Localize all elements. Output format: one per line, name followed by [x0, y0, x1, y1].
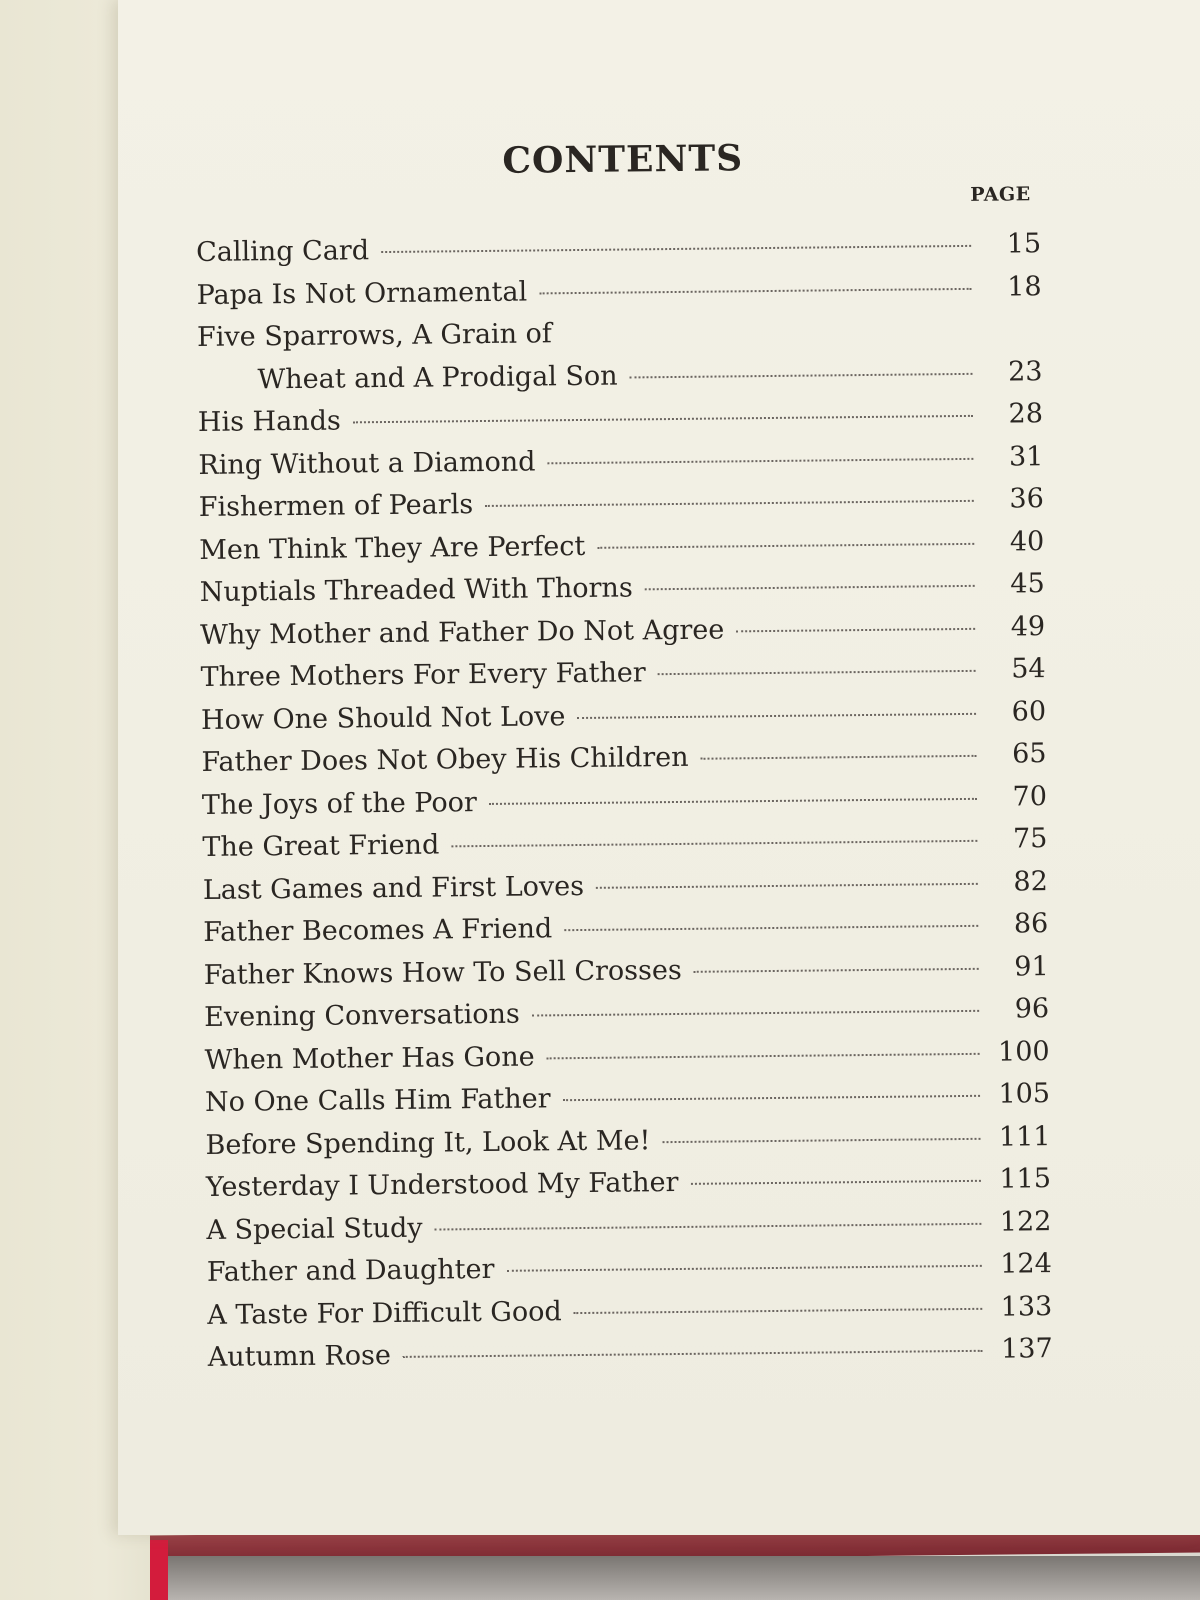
entry-page-number: 75: [1012, 823, 1048, 855]
dot-leader: [690, 1180, 980, 1185]
dot-leader: [577, 712, 976, 718]
entry-page-number: 70: [1012, 780, 1048, 812]
entry-title: Why Mother and Father Do Not Agree: [200, 613, 725, 651]
entry-title: Fishermen of Pearls: [198, 489, 474, 523]
dot-leader: [701, 755, 977, 760]
entry-page-number: 124: [1000, 1248, 1052, 1280]
entry-title: Ring Without a Diamond: [198, 445, 536, 481]
entry-title: Calling Card: [196, 235, 370, 268]
entry-page-number: 28: [1008, 398, 1044, 430]
cover-shadow: [150, 1556, 1200, 1600]
entry-title: Papa Is Not Ornamental: [196, 276, 528, 311]
entry-page-number: 60: [1011, 695, 1047, 727]
entry-title: Autumn Rose: [207, 1340, 392, 1373]
entry-page-number: 36: [1009, 483, 1044, 515]
dot-leader: [506, 1265, 981, 1272]
entry-title: Father Knows How To Sell Crosses: [203, 954, 682, 991]
table-of-contents: [195, 131, 1053, 1379]
dot-leader: [539, 287, 971, 294]
dot-leader: [489, 797, 977, 804]
red-cover-corner: [150, 1540, 168, 1600]
dot-leader: [451, 840, 977, 848]
entry-title: Father Becomes A Friend: [203, 913, 553, 948]
entry-page-number: 18: [1007, 270, 1042, 303]
entry-page-number: 111: [998, 1120, 1051, 1153]
entry-page-number: 96: [1014, 993, 1050, 1025]
toc-entry: [197, 308, 1043, 402]
entry-title: Last Games and First Loves: [202, 870, 585, 906]
dot-leader: [532, 1010, 979, 1017]
entry-page-number: 40: [1009, 525, 1045, 557]
entry-page-number: 31: [1008, 440, 1044, 472]
entry-page-number: 15: [1006, 228, 1042, 260]
dot-leader: [662, 1137, 980, 1142]
entry-page-number: 86: [1013, 908, 1049, 940]
entry-title: Men Think They Are Perfect: [199, 530, 586, 566]
entry-title: Evening Conversations: [204, 998, 520, 1033]
entry-page-number: 133: [1000, 1290, 1053, 1323]
entry-title-line-2: Wheat and A Prodigal Son: [257, 360, 618, 395]
entry-title: A Taste For Difficult Good: [207, 1295, 562, 1331]
entry-page-number: 115: [999, 1163, 1052, 1195]
entry-page-number: 45: [1010, 568, 1045, 600]
entry-title: Father Does Not Obey His Children: [201, 741, 689, 778]
dot-leader: [658, 670, 976, 675]
dot-leader: [547, 1052, 980, 1059]
dot-leader: [736, 627, 975, 632]
entry-title: Three Mothers For Every Father: [200, 657, 646, 693]
entry-page-number: 54: [1011, 653, 1046, 685]
dot-leader: [564, 925, 978, 931]
dot-leader: [596, 882, 978, 888]
entry-page-number: 82: [1013, 865, 1048, 897]
entry-title: Nuptials Threaded With Thorns: [199, 572, 633, 608]
contents-heading: CONTENTS: [502, 137, 744, 182]
entry-title: A Special Study: [206, 1212, 423, 1246]
entry-page-number: 100: [997, 1035, 1050, 1068]
entry-title: When Mother Has Gone: [204, 1040, 535, 1076]
entry-page-number: 105: [998, 1078, 1051, 1110]
dot-leader: [563, 1095, 980, 1101]
dot-leader: [694, 967, 979, 972]
entry-page-number: 65: [1011, 738, 1047, 770]
toc-entries: [196, 223, 1053, 1379]
entry-page-number: 23: [1007, 355, 1043, 387]
entry-page-number: 91: [1014, 950, 1049, 982]
toc-entry: [208, 1328, 1053, 1379]
dot-leader: [353, 415, 973, 423]
dot-leader: [435, 1222, 982, 1230]
dot-leader: [630, 372, 973, 378]
page-column-label: PAGE: [970, 183, 1031, 206]
entry-title: Before Spending It, Look At Me!: [205, 1124, 651, 1161]
entry-title: The Great Friend: [202, 829, 440, 863]
entry-title-line-1: Five Sparrows, A Grain of: [196, 318, 552, 353]
entry-title: Yesterday I Understood My Father: [205, 1166, 679, 1203]
entry-title: How One Should Not Love: [200, 700, 566, 736]
dot-leader: [574, 1307, 983, 1313]
dot-leader: [381, 245, 971, 253]
entry-title: Father and Daughter: [206, 1253, 495, 1288]
dot-leader: [645, 585, 975, 590]
entry-page-number: 49: [1010, 610, 1046, 642]
entry-title: No One Calls Him Father: [204, 1083, 551, 1118]
dot-leader: [403, 1350, 983, 1358]
dot-leader: [485, 500, 974, 507]
entry-title: His Hands: [197, 405, 341, 438]
entry-page-number: 137: [1000, 1333, 1053, 1365]
entry-title: The Joys of the Poor: [201, 786, 477, 821]
dot-leader: [597, 542, 974, 548]
dot-leader: [547, 457, 973, 463]
entry-page-number: 122: [999, 1205, 1052, 1238]
